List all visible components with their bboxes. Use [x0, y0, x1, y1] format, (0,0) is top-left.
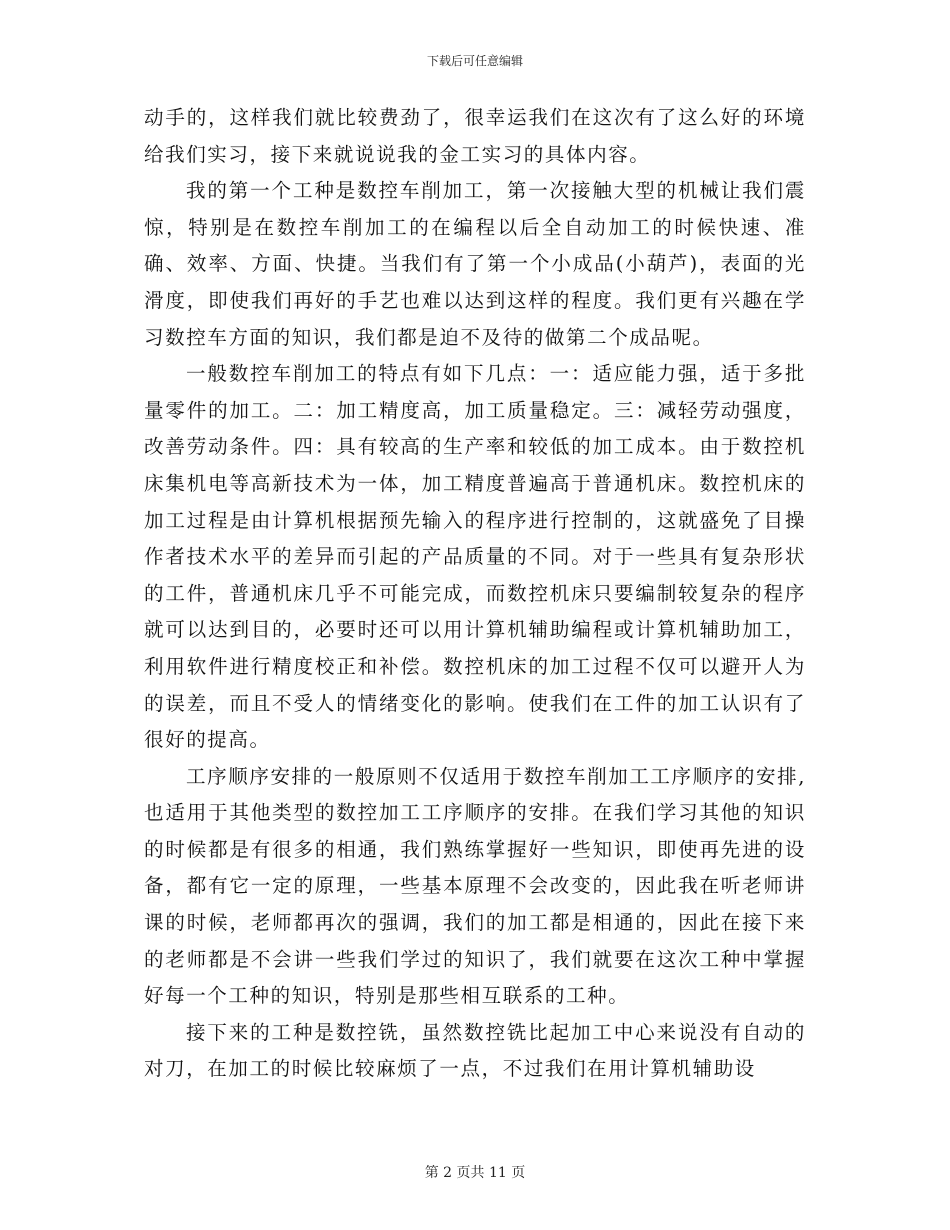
- paragraph-5: 接下来的工种是数控铣，虽然数控铣比起加工中心来说没有自动的对刀，在加工的时候比较麻烦了一点，不过我们在用计算机辅助设: [144, 1020, 806, 1081]
- document-body: [144, 100, 806, 1088]
- page-header: 下载后可任意编辑: [426, 54, 523, 68]
- paragraph-2: 我的第一个工种是数控车削加工，第一次接触大型的机械让我们震惊，特别是在数控车削加工的在编程以后全自动加工的时候快速、准确、效率、方面、快捷。当我们有了第一个小成品(小葫芦)，表面的光滑度，即使我们再好的手艺也难以达到这样的程度。我们更有兴趣在学习数控车方面的知识，我们都是迫不及待的做第二个成品呢。: [144, 179, 806, 349]
- paragraph-3: 一般数控车削加工的特点有如下几点：一：适应能力强，适于多批量零件的加工。二：加工精度高，加工质量稳定。三：减轻劳动强度，改善劳动条件。四：具有较高的生产率和较低的加工成本。由于数控机床集机电等高新技术为一体，加工精度普遍高于普通机床。数控机床的加工过程是由计算机根据预先输入的程序进行控制的，这就盛免了目操作者技术水平的差异而引起的产品质量的不同。对于一些具有复杂形状的工件，普通机床几乎不可能完成，而数控机床只要编制较复杂的程序就可以达到目的，必要时还可以用计算机辅助编程或计算机辅助加工，利用软件进行精度校正和补偿。数控机床的加工过程不仅可以避开人为的误差，而且不受人的情绪变化的影响。使我们在工件的加工认识有了很好的提高。: [144, 362, 806, 752]
- paragraph-1: 动手的，这样我们就比较费劲了，很幸运我们在这次有了这么好的环境给我们实习，接下来就说说我的金工实习的具体内容。: [144, 106, 806, 166]
- page-footer: 第 2 页共 11 页: [424, 1165, 526, 1181]
- paragraph-4: 工序顺序安排的一般原则不仅适用于数控车削加工工序顺序的安排,也适用于其他类型的数控加工工序顺序的安排。在我们学习其他的知识的时候都是有很多的相通，我们熟练掌握好一些知识，即使再先进的设备，都有它一定的原理，一些基本原理不会改变的，因此我在听老师讲课的时候，老师都再次的强调，我们的加工都是相通的，因此在接下来的老师都是不会讲一些我们学过的知识了，我们就要在这次工种中掌握好每一个工种的知识，特别是那些相互联系的工种。: [144, 764, 806, 1008]
